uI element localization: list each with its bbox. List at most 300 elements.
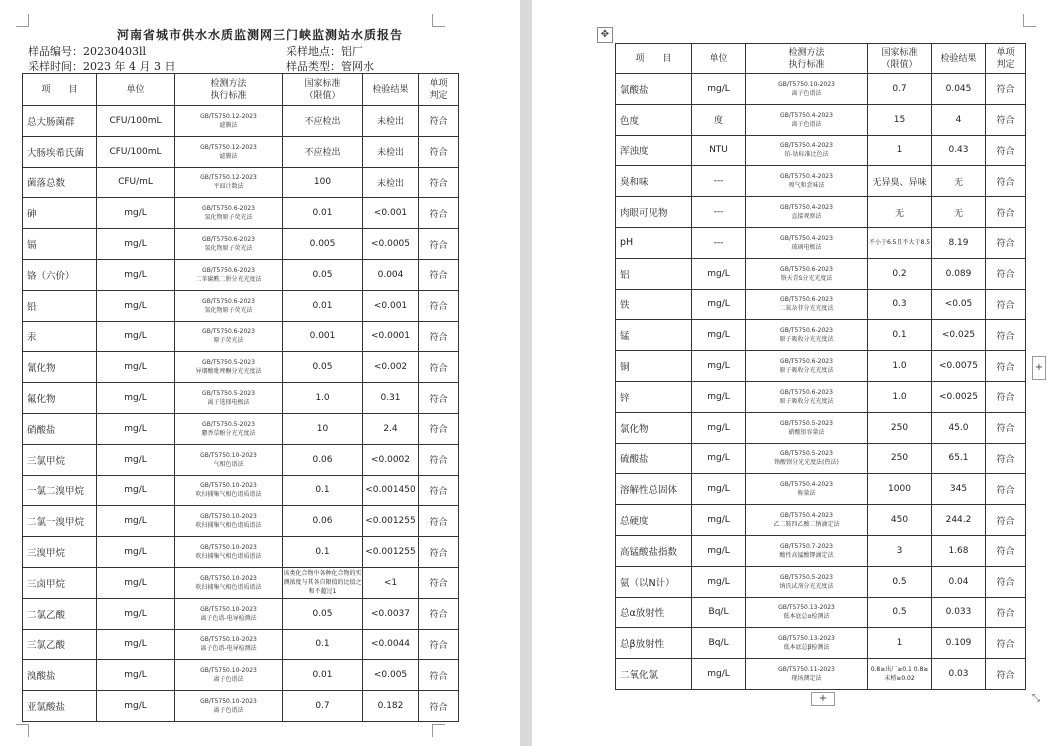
cell-method[interactable] (175, 229, 283, 260)
cell-judgement[interactable]: 符合 (986, 381, 1026, 412)
cell-method[interactable] (175, 383, 283, 414)
cell-item[interactable]: 臭和味 (616, 166, 692, 197)
header-item[interactable] (616, 44, 692, 74)
cell-result[interactable]: <0.001255 (363, 506, 419, 537)
cell-unit[interactable]: mg/L (97, 629, 175, 660)
cell-standard[interactable]: 0.001 (283, 321, 363, 352)
cell-result[interactable]: <1 (363, 567, 419, 598)
cell-item[interactable]: 溴酸盐 (23, 660, 97, 691)
cell-standard[interactable]: 1.0 (868, 381, 932, 412)
cell-method[interactable] (175, 444, 283, 475)
cell-result[interactable]: 无 (932, 197, 986, 228)
cell-unit[interactable]: mg/L (97, 229, 175, 260)
cell-unit[interactable]: Bq/L (692, 628, 746, 659)
table-move-handle-icon[interactable]: ✥ (597, 27, 613, 43)
cell-item[interactable]: 总大肠菌群 (23, 106, 97, 137)
method-name: 离子色谱法 (791, 120, 822, 128)
cell-unit[interactable]: mg/L (692, 74, 746, 105)
cell-unit[interactable]: CFU/mL (97, 167, 175, 198)
method-standard-code: GB/T5750.5-2023 (780, 573, 833, 581)
cell-result[interactable]: <0.001 (363, 198, 419, 229)
cell-result[interactable]: 8.19 (932, 227, 986, 258)
cell-method[interactable] (175, 475, 283, 506)
cell-item[interactable]: 氰化物 (23, 352, 97, 383)
cell-result[interactable]: <0.0044 (363, 629, 419, 660)
page-gap (520, 0, 532, 746)
cell-judgement[interactable]: 符合 (419, 229, 459, 260)
cell-standard[interactable]: 0.01 (283, 660, 363, 691)
cell-unit[interactable]: mg/L (97, 413, 175, 444)
cell-method[interactable] (746, 135, 868, 166)
cell-judgement[interactable]: 符合 (419, 506, 459, 537)
table-row (23, 198, 459, 229)
cell-item[interactable]: pH (616, 227, 692, 258)
cell-unit[interactable]: mg/L (692, 381, 746, 412)
cell-unit[interactable]: --- (692, 197, 746, 228)
cell-judgement[interactable]: 符合 (986, 566, 1026, 597)
cell-method[interactable] (175, 691, 283, 722)
cell-item[interactable]: 色度 (616, 104, 692, 135)
cell-method[interactable] (746, 166, 868, 197)
cell-item[interactable]: 肉眼可见物 (616, 197, 692, 228)
cell-judgement[interactable]: 符合 (986, 289, 1026, 320)
cell-standard[interactable]: 1.0 (868, 351, 932, 382)
cell-judgement[interactable]: 符合 (419, 383, 459, 414)
method-standard-code: GB/T5750.12-2023 (200, 112, 257, 120)
cell-unit[interactable]: CFU/100mL (97, 106, 175, 137)
cell-unit[interactable]: mg/L (692, 412, 746, 443)
cell-item[interactable]: 氯化物 (616, 412, 692, 443)
cell-item[interactable]: 三氯乙酸 (23, 629, 97, 660)
cell-standard[interactable]: 0.05 (283, 352, 363, 383)
header-standard[interactable] (283, 74, 363, 106)
cell-standard[interactable]: 250 (868, 412, 932, 443)
cell-standard[interactable]: 1.0 (283, 383, 363, 414)
cell-judgement[interactable]: 符合 (986, 166, 1026, 197)
cell-unit[interactable]: mg/L (97, 691, 175, 722)
cell-standard[interactable]: 0.1 (868, 320, 932, 351)
cell-unit[interactable]: mg/L (97, 290, 175, 321)
cell-unit[interactable]: mg/L (692, 566, 746, 597)
cell-method[interactable] (175, 537, 283, 568)
method-standard-code: GB/T5750.7-2023 (780, 542, 833, 550)
cell-standard[interactable]: 1 (868, 135, 932, 166)
cell-unit[interactable]: CFU/100mL (97, 136, 175, 167)
header-judgement[interactable] (419, 74, 459, 106)
header-standard-text: （限值） (881, 59, 918, 70)
table-row (23, 660, 459, 691)
cell-standard[interactable]: 无异臭、异味 (868, 166, 932, 197)
cell-unit[interactable]: NTU (692, 135, 746, 166)
method-standard-code: GB/T5750.5-2023 (780, 450, 833, 458)
cell-result[interactable]: 0.045 (932, 74, 986, 105)
cell-standard[interactable]: 0.05 (283, 259, 363, 290)
cell-item[interactable]: 铜 (616, 351, 692, 382)
cell-item[interactable]: 锰 (616, 320, 692, 351)
cell-unit[interactable]: mg/L (97, 352, 175, 383)
header-result[interactable] (363, 74, 419, 106)
cell-item[interactable]: 菌落总数 (23, 167, 97, 198)
cell-item[interactable]: 铁 (616, 289, 692, 320)
cell-item[interactable]: 三氯甲烷 (23, 444, 97, 475)
cell-method[interactable] (175, 167, 283, 198)
header-method[interactable] (746, 44, 868, 74)
cell-unit[interactable]: mg/L (692, 258, 746, 289)
cell-result[interactable]: 0.31 (363, 383, 419, 414)
cell-judgement[interactable]: 符合 (419, 167, 459, 198)
cell-method[interactable] (175, 506, 283, 537)
method-name: 铬酸钡分光光度法(热法) (774, 459, 839, 467)
cell-judgement[interactable]: 符合 (419, 475, 459, 506)
header-result-text: 检验结果 (940, 53, 977, 64)
cell-result[interactable]: <0.001 (363, 290, 419, 321)
cell-judgement[interactable]: 符合 (986, 659, 1026, 690)
cell-method[interactable] (746, 74, 868, 105)
cell-method[interactable] (175, 136, 283, 167)
cell-result[interactable]: <0.005 (363, 660, 419, 691)
cell-judgement[interactable]: 符合 (419, 413, 459, 444)
method-standard-code: GB/T5750.10-2023 (200, 698, 257, 706)
add-column-button[interactable]: + (1032, 356, 1046, 380)
cell-item[interactable]: 总硬度 (616, 505, 692, 536)
cell-method[interactable] (746, 628, 868, 659)
cell-method[interactable] (175, 259, 283, 290)
method-standard-code: GB/T5750.5-2023 (780, 419, 833, 427)
cell-judgement[interactable]: 符合 (986, 74, 1026, 105)
cell-result[interactable]: 0.089 (932, 258, 986, 289)
cell-standard[interactable]: 0.3 (868, 289, 932, 320)
table-row (616, 412, 1026, 443)
cell-method[interactable] (175, 598, 283, 629)
cell-judgement[interactable]: 符合 (986, 535, 1026, 566)
cell-standard[interactable]: 0.8≥出厂≥0.1 0.8≥末梢≥0.02 (868, 659, 932, 690)
cell-standard[interactable]: 该类化合物中各种化合物的实测浓度与其各自限值的比值之和不超过1 (283, 567, 363, 598)
cell-method[interactable] (746, 474, 868, 505)
cell-item[interactable]: 溶解性总固体 (616, 474, 692, 505)
table-row (23, 167, 459, 198)
cell-result[interactable]: 0.04 (932, 566, 986, 597)
header-judgement[interactable] (986, 44, 1026, 74)
cell-judgement[interactable]: 符合 (419, 660, 459, 691)
cell-result[interactable]: <0.05 (932, 289, 986, 320)
method-standard-code: GB/T5750.13-2023 (778, 635, 835, 643)
cell-item[interactable]: 汞 (23, 321, 97, 352)
cell-judgement[interactable]: 符合 (419, 444, 459, 475)
cell-item[interactable]: 硫酸盐 (616, 443, 692, 474)
cell-standard[interactable]: 不应检出 (283, 136, 363, 167)
cell-standard[interactable]: 不小于6.5且不大于8.5 (868, 227, 932, 258)
cell-result[interactable]: 无 (932, 166, 986, 197)
cell-item[interactable]: 三溴甲烷 (23, 537, 97, 568)
cell-item[interactable]: 一氯二溴甲烷 (23, 475, 97, 506)
cell-judgement[interactable]: 符合 (986, 443, 1026, 474)
header-unit-text: 单位 (126, 84, 145, 95)
cell-method[interactable] (746, 412, 868, 443)
cell-judgement[interactable]: 符合 (986, 135, 1026, 166)
cell-unit[interactable]: --- (692, 227, 746, 258)
method-standard-code: GB/T5750.6-2023 (780, 327, 833, 335)
cell-standard[interactable]: 0.1 (283, 537, 363, 568)
cell-unit[interactable]: mg/L (97, 598, 175, 629)
cell-result[interactable]: 未检出 (363, 167, 419, 198)
cell-result[interactable]: 0.182 (363, 691, 419, 722)
cell-result[interactable]: 345 (932, 474, 986, 505)
cell-method[interactable] (746, 197, 868, 228)
cell-standard[interactable]: 0.1 (283, 629, 363, 660)
header-unit-text: 单位 (709, 53, 728, 64)
table-row (616, 197, 1026, 228)
cell-item[interactable]: 铝 (616, 258, 692, 289)
cell-standard[interactable]: 0.005 (283, 229, 363, 260)
cell-item[interactable]: 锌 (616, 381, 692, 412)
cell-standard[interactable]: 0.7 (868, 74, 932, 105)
cell-unit[interactable]: mg/L (692, 351, 746, 382)
crop-mark (432, 724, 445, 737)
table-resize-icon[interactable]: ⤡ (1032, 693, 1040, 704)
cell-method[interactable] (746, 566, 868, 597)
cell-standard[interactable]: 0.06 (283, 506, 363, 537)
cell-item[interactable]: 三卤甲烷 (23, 567, 97, 598)
cell-judgement[interactable]: 符合 (986, 320, 1026, 351)
method-standard-code: GB/T5750.13-2023 (778, 604, 835, 612)
cell-judgement[interactable]: 符合 (419, 691, 459, 722)
cell-item[interactable]: 浑浊度 (616, 135, 692, 166)
cell-standard[interactable]: 1 (868, 628, 932, 659)
cell-result[interactable]: <0.0037 (363, 598, 419, 629)
cell-method[interactable] (175, 660, 283, 691)
cell-judgement[interactable]: 符合 (419, 537, 459, 568)
cell-item[interactable]: 氯酸盐 (616, 74, 692, 105)
cell-result[interactable]: 0.43 (932, 135, 986, 166)
cell-judgement[interactable]: 符合 (419, 198, 459, 229)
cell-method[interactable] (746, 659, 868, 690)
cell-result[interactable]: 未检出 (363, 106, 419, 137)
cell-method[interactable] (746, 505, 868, 536)
cell-unit[interactable]: mg/L (97, 660, 175, 691)
method-standard-code: GB/T5750.10-2023 (200, 574, 257, 582)
header-result[interactable] (932, 44, 986, 74)
cell-result[interactable]: <0.025 (932, 320, 986, 351)
cell-judgement[interactable]: 符合 (419, 567, 459, 598)
method-standard-code: GB/T5750.10-2023 (200, 513, 257, 521)
cell-item[interactable]: 亚氯酸盐 (23, 691, 97, 722)
method-name: 嗅气和尝味法 (788, 182, 825, 190)
cell-method[interactable] (746, 351, 868, 382)
cell-unit[interactable]: mg/L (97, 444, 175, 475)
cell-item[interactable]: 氟化物 (23, 383, 97, 414)
cell-method[interactable] (746, 104, 868, 135)
cell-item[interactable]: 硝酸盐 (23, 413, 97, 444)
cell-judgement[interactable]: 符合 (986, 412, 1026, 443)
cell-judgement[interactable]: 符合 (419, 321, 459, 352)
header-method-text: 检测方法 (788, 47, 825, 58)
cell-item[interactable]: 铬（六价） (23, 259, 97, 290)
cell-result[interactable]: 2.4 (363, 413, 419, 444)
method-standard-code: GB/T5750.4-2023 (780, 173, 833, 181)
cell-result[interactable]: 65.1 (932, 443, 986, 474)
cell-method[interactable] (746, 443, 868, 474)
header-item-text: 项 目 (41, 84, 78, 95)
cell-judgement[interactable]: 符合 (419, 136, 459, 167)
cell-standard[interactable]: 10 (283, 413, 363, 444)
cell-unit[interactable]: mg/L (97, 475, 175, 506)
cell-judgement[interactable]: 符合 (419, 106, 459, 137)
method-standard-code: GB/T5750.6-2023 (780, 265, 833, 273)
cell-unit[interactable]: mg/L (692, 474, 746, 505)
cell-item[interactable]: 砷 (23, 198, 97, 229)
cell-unit[interactable]: mg/L (97, 198, 175, 229)
cell-item[interactable]: 二氧化氯 (616, 659, 692, 690)
cell-judgement[interactable]: 符合 (419, 629, 459, 660)
cell-result[interactable]: <0.001450 (363, 475, 419, 506)
cell-result[interactable]: 244.2 (932, 505, 986, 536)
header-standard[interactable] (868, 44, 932, 74)
cell-judgement[interactable]: 符合 (419, 259, 459, 290)
cell-result[interactable]: <0.001255 (363, 537, 419, 568)
cell-standard[interactable]: 0.2 (868, 258, 932, 289)
cell-standard[interactable]: 250 (868, 443, 932, 474)
cell-method[interactable] (175, 290, 283, 321)
cell-standard[interactable]: 0.01 (283, 290, 363, 321)
cell-unit[interactable]: --- (692, 166, 746, 197)
cell-method[interactable] (746, 535, 868, 566)
cell-standard[interactable]: 0.1 (283, 475, 363, 506)
cell-unit[interactable]: mg/L (97, 321, 175, 352)
cell-judgement[interactable]: 符合 (986, 505, 1026, 536)
cell-item[interactable]: 氨（以N计） (616, 566, 692, 597)
cell-standard[interactable]: 0.05 (283, 598, 363, 629)
method-name: 吹扫捕集气相色谱质谱法 (195, 522, 262, 530)
cell-method[interactable] (746, 381, 868, 412)
method-name: 纳氏试剂分光光度法 (779, 582, 834, 590)
cell-unit[interactable]: Bq/L (692, 597, 746, 628)
method-standard-code: GB/T5750.10-2023 (778, 80, 835, 88)
cell-standard[interactable]: 100 (283, 167, 363, 198)
cell-result[interactable]: <0.0002 (363, 444, 419, 475)
cell-standard[interactable]: 0.5 (868, 566, 932, 597)
header-method[interactable] (175, 74, 283, 106)
cell-method[interactable] (746, 597, 868, 628)
cell-method[interactable] (175, 629, 283, 660)
cell-judgement[interactable]: 符合 (986, 628, 1026, 659)
cell-item[interactable]: 大肠埃希氏菌 (23, 136, 97, 167)
cell-unit[interactable]: mg/L (692, 289, 746, 320)
cell-unit[interactable]: mg/L (692, 659, 746, 690)
method-name: 玻璃电极法 (791, 243, 822, 251)
table-row (616, 227, 1026, 258)
header-judgement-text: 单项 (429, 78, 448, 89)
add-row-button[interactable]: + (811, 692, 835, 706)
cell-method[interactable] (175, 413, 283, 444)
cell-method[interactable] (746, 227, 868, 258)
cell-judgement[interactable]: 符合 (986, 351, 1026, 382)
cell-standard[interactable]: 15 (868, 104, 932, 135)
cell-method[interactable] (175, 321, 283, 352)
header-unit[interactable] (97, 74, 175, 106)
cell-unit[interactable]: mg/L (97, 537, 175, 568)
header-unit[interactable] (692, 44, 746, 74)
cell-judgement[interactable]: 符合 (986, 474, 1026, 505)
cell-result[interactable]: 45.0 (932, 412, 986, 443)
header-item[interactable] (23, 74, 97, 106)
header-method-text: 执行标准 (210, 90, 247, 101)
cell-result[interactable]: 0.004 (363, 259, 419, 290)
header-result-text: 检验结果 (372, 84, 409, 95)
cell-judgement[interactable]: 符合 (419, 290, 459, 321)
cell-unit[interactable]: 度 (692, 104, 746, 135)
cell-standard[interactable]: 450 (868, 505, 932, 536)
cell-judgement[interactable]: 符合 (986, 227, 1026, 258)
cell-method[interactable] (175, 198, 283, 229)
cell-item[interactable]: 总β放射性 (616, 628, 692, 659)
cell-item[interactable]: 铅 (23, 290, 97, 321)
cell-unit[interactable]: mg/L (692, 443, 746, 474)
cell-result[interactable]: <0.002 (363, 352, 419, 383)
cell-result[interactable]: <0.0025 (932, 381, 986, 412)
method-name: 硝酸银容量法 (788, 428, 825, 436)
cell-result[interactable]: 0.03 (932, 659, 986, 690)
cell-item[interactable]: 总α放射性 (616, 597, 692, 628)
cell-result[interactable]: 1.68 (932, 535, 986, 566)
method-name: 酸性高锰酸钾滴定法 (779, 551, 834, 559)
cell-item[interactable]: 高锰酸盐指数 (616, 535, 692, 566)
cell-method[interactable] (746, 320, 868, 351)
cell-judgement[interactable]: 符合 (986, 258, 1026, 289)
table-row (616, 505, 1026, 536)
cell-standard[interactable]: 0.06 (283, 444, 363, 475)
cell-unit[interactable]: mg/L (97, 506, 175, 537)
cell-standard[interactable]: 0.7 (283, 691, 363, 722)
cell-result[interactable]: 未检出 (363, 136, 419, 167)
cell-method[interactable] (175, 106, 283, 137)
cell-item[interactable]: 镉 (23, 229, 97, 260)
cell-judgement[interactable]: 符合 (986, 197, 1026, 228)
cell-standard[interactable]: 无 (868, 197, 932, 228)
cell-result[interactable]: <0.0005 (363, 229, 419, 260)
cell-standard[interactable]: 不应检出 (283, 106, 363, 137)
cell-standard[interactable]: 0.01 (283, 198, 363, 229)
cell-judgement[interactable]: 符合 (419, 352, 459, 383)
cell-method[interactable] (746, 258, 868, 289)
cell-result[interactable]: 4 (932, 104, 986, 135)
cell-unit[interactable]: mg/L (97, 567, 175, 598)
table-row (616, 351, 1026, 382)
cell-result[interactable]: <0.0075 (932, 351, 986, 382)
cell-judgement[interactable]: 符合 (986, 597, 1026, 628)
table-row (23, 259, 459, 290)
cell-standard[interactable]: 0.5 (868, 597, 932, 628)
cell-item[interactable]: 二氯一溴甲烷 (23, 506, 97, 537)
cell-judgement[interactable]: 符合 (986, 104, 1026, 135)
cell-unit[interactable]: mg/L (692, 505, 746, 536)
cell-result[interactable]: <0.0001 (363, 321, 419, 352)
cell-method[interactable] (175, 352, 283, 383)
cell-standard[interactable]: 3 (868, 535, 932, 566)
cell-unit[interactable]: mg/L (692, 320, 746, 351)
cell-result[interactable]: 0.033 (932, 597, 986, 628)
cell-unit[interactable]: mg/L (97, 259, 175, 290)
cell-standard[interactable]: 1000 (868, 474, 932, 505)
cell-method[interactable] (175, 567, 283, 598)
method-name: 异烟酸吡唑酮分光光度法 (195, 368, 262, 376)
table-row (616, 258, 1026, 289)
cell-result[interactable]: 0.109 (932, 628, 986, 659)
cell-item[interactable]: 二氯乙酸 (23, 598, 97, 629)
cell-judgement[interactable]: 符合 (419, 598, 459, 629)
cell-unit[interactable]: mg/L (692, 535, 746, 566)
cell-unit[interactable]: mg/L (97, 383, 175, 414)
cell-method[interactable] (746, 289, 868, 320)
